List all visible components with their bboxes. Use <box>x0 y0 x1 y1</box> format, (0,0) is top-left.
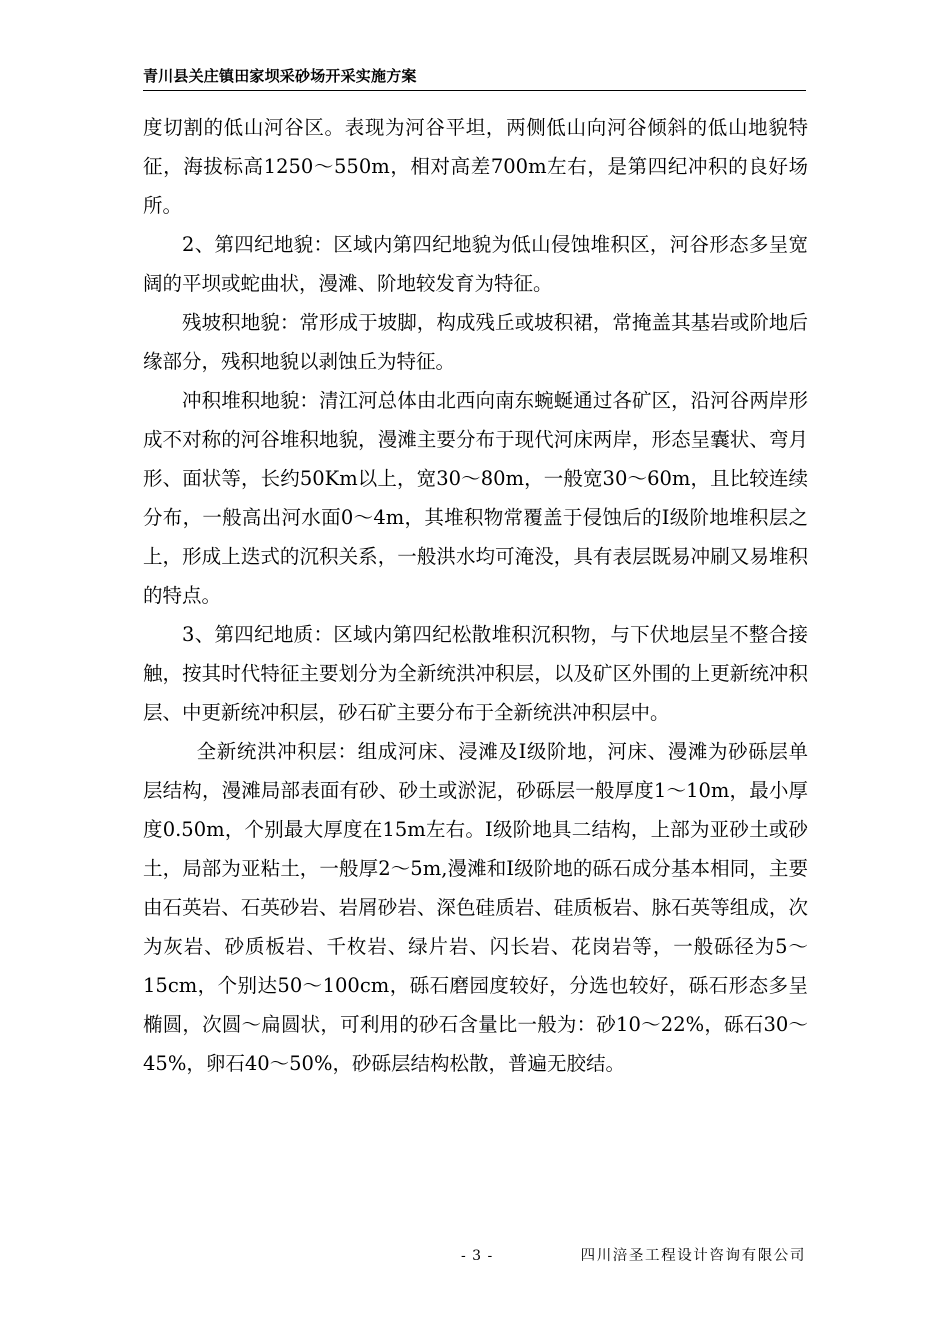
paragraph-quaternary-landform: 2、第四纪地貌：区域内第四纪地貌为低山侵蚀堆积区，河谷形态多呈宽阔的平坝或蛇曲状，漫滩、阶地较发育为特征。 <box>143 233 808 295</box>
page-footer <box>143 1246 806 1270</box>
paragraph-quaternary-geology: 3、第四纪地质：区域内第四纪松散堆积沉积物，与下伏地层呈不整合接触，按其时代特征主要划分为全新统洪冲积层，以及矿区外围的上更新统冲积层、中更新统冲积层，砂石矿主要分布于全新统洪冲积层中。 <box>143 623 808 724</box>
page-number: - 3 - <box>461 1248 494 1264</box>
company-name: 四川涪圣工程设计咨询有限公司 <box>580 1248 806 1264</box>
paragraph-alluvial-landform: 冲积堆积地貌：清江河总体由北西向南东蜿蜒通过各矿区，沿河谷两岸形成不对称的河谷堆积地貌，漫滩主要分布于现代河床两岸，形态呈囊状、弯月形、面状等，长约50Km以上，宽30～80m，一般宽30～60m，且比较连续分布，一般高出河水面0～4m，其堆积物常覆盖于侵蚀后的Ⅰ级阶地堆积层之上，形成上迭式的沉积关系，一般洪水均可淹没，具有表层既易冲刷又易堆积的特点。 <box>143 389 808 607</box>
paragraph-landform-continued: 度切割的低山河谷区。表现为河谷平坦，两侧低山向河谷倾斜的低山地貌特征，海拔标高1250～550m，相对高差700m左右，是第四纪冲积的良好场所。 <box>143 116 808 217</box>
document-body <box>143 108 808 1083</box>
page-header <box>143 66 806 91</box>
document-title: 青川县关庄镇田家坝采砂场开采实施方案 <box>143 67 417 85</box>
paragraph-holocene-alluvial-layer: 全新统洪冲积层：组成河床、浸滩及Ⅰ级阶地，河床、漫滩为砂砾层单层结构，漫滩局部表面有砂、砂土或淤泥，砂砾层一般厚度1～10m，最小厚度0.50m，个别最大厚度在15m左右。Ⅰ级阶地具二结构，上部为亚砂土或砂土，局部为亚粘土，一般厚2～5m,漫滩和Ⅰ级阶地的砾石成分基本相同，主要由石英岩、石英砂岩、岩屑砂岩、深色硅质岩、硅质板岩、脉石英等组成，次为灰岩、砂质板岩、千枚岩、绿片岩、闪长岩、花岗岩等，一般砾径为5～15cm，个别达50～100cm，砾石磨园度较好，分选也较好，砾石形态多呈椭圆，次圆～扁圆状，可利用的砂石含量比一般为：砂10～22%，砾石30～45%，卵石40～50%，砂砾层结构松散，普遍无胶结。 <box>143 740 808 1075</box>
paragraph-residual-slope-landform: 残坡积地貌：常形成于坡脚，构成残丘或坡积裙，常掩盖其基岩或阶地后缘部分，残积地貌以剥蚀丘为特征。 <box>143 311 808 373</box>
